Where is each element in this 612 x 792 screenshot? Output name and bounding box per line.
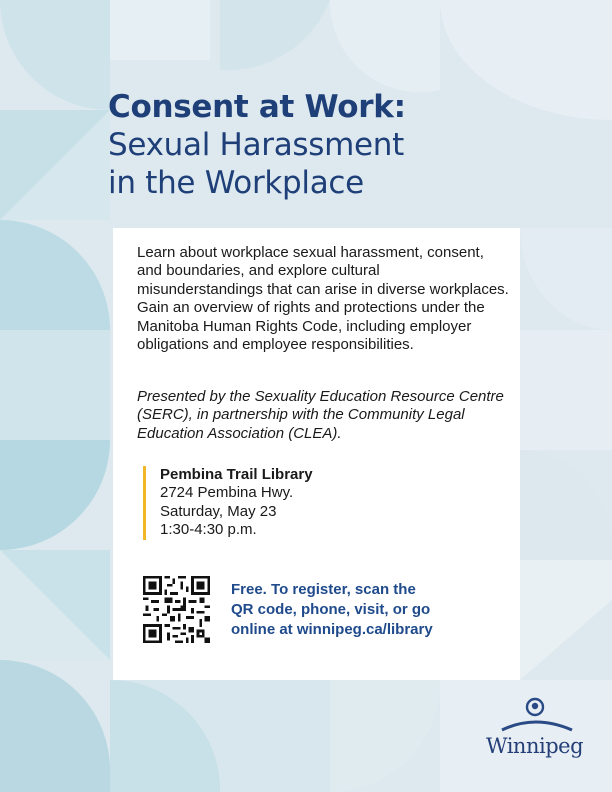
winnipeg-logo-text: Winnipeg (486, 734, 584, 758)
info-card (113, 228, 520, 680)
register-line-1: Free. To register, scan the (231, 581, 416, 598)
title-line-2: Sexual Harassment (108, 127, 404, 163)
event-address: 2724 Pembina Hwy. (160, 484, 294, 502)
register-line-3: online at winnipeg.ca/library (231, 621, 433, 638)
event-description: Learn about workplace sexual harassment, consent, and boundaries, and explore cultural misunderstandings that can arise in diverse workplaces. Gain an overview of rights and protections under the Manitoba Human Rights Code, including employer obligations and employee responsibilities. (137, 244, 509, 354)
event-time: 1:30-4:30 p.m. (160, 521, 257, 539)
event-details (143, 466, 460, 540)
title-line-1: Consent at Work: (108, 89, 406, 125)
event-venue: Pembina Trail Library (160, 466, 313, 483)
qr-code-icon[interactable] (143, 576, 210, 643)
register-line-2: QR code, phone, visit, or go (231, 601, 431, 618)
registration-info (231, 580, 501, 640)
title-line-3: in the Workplace (108, 165, 364, 201)
event-date: Saturday, May 23 (160, 502, 277, 520)
presented-by-text: Presented by the Sexuality Education Resource Centre (SERC), in partnership with the Community Legal Education Association (CLEA). (137, 388, 504, 442)
page-title (108, 88, 528, 202)
